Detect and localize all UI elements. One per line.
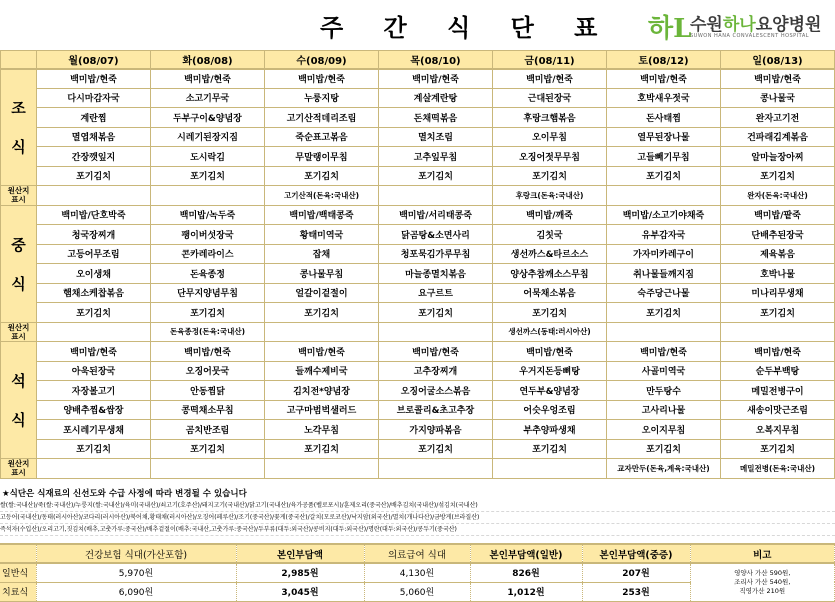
menu-item: 계란찜 xyxy=(37,108,151,128)
medical-aid-cost: 5,060원 xyxy=(364,582,470,601)
menu-row xyxy=(1,225,835,245)
menu-item: 포기김치 xyxy=(37,439,151,459)
menu-row xyxy=(1,88,835,108)
day-header: 월(08/07) xyxy=(37,51,151,69)
menu-item: 양상추참깨소스무침 xyxy=(493,264,607,284)
self-pay-general: 1,012원 xyxy=(470,582,582,601)
menu-item: 포기김치 xyxy=(37,303,151,323)
menu-item: 고들빼기무침 xyxy=(607,147,721,167)
cost-row-label: 치료식 xyxy=(0,582,36,601)
menu-item: 포기김치 xyxy=(721,439,835,459)
menu-row xyxy=(1,283,835,303)
menu-item: 백미밥/현죽 xyxy=(493,342,607,362)
menu-item: 순두부백탕 xyxy=(721,361,835,381)
menu-item: 콘카레라이스 xyxy=(151,244,265,264)
menu-item: 메밀전병구이 xyxy=(721,381,835,401)
day-header: 일(08/13) xyxy=(721,51,835,69)
day-header: 토(08/12) xyxy=(607,51,721,69)
origin-note-line: 고등어(국내산)/동태(러시아산)/코다리(러시아산)/북어채,황태채(러시아산)/오징어(페루산)/조기(중국산)/꽃게(중국산)/갈치(모로코산)/낙지암(외국산)/멸치(개나다산)/금방게(브라질산) xyxy=(0,512,835,524)
menu-item: 잡채 xyxy=(265,244,379,264)
menu-item: 미나리무생채 xyxy=(721,283,835,303)
menu-item: 포시레기무생채 xyxy=(37,420,151,440)
menu-item: 가자미카레구이 xyxy=(607,244,721,264)
menu-item: 포기김치 xyxy=(493,439,607,459)
origin-info xyxy=(151,186,265,206)
self-pay-severe: 207원 xyxy=(582,563,690,582)
menu-item: 아욱된장국 xyxy=(37,361,151,381)
cost-row-label: 일반식 xyxy=(0,563,36,582)
origin-info xyxy=(379,186,493,206)
menu-item: 고구마범벅샐러드 xyxy=(265,400,379,420)
menu-item: 포기김치 xyxy=(151,303,265,323)
menu-row xyxy=(1,303,835,323)
cost-header: 본인부담액(일반) xyxy=(470,544,582,563)
menu-item: 얼갈이겉절이 xyxy=(265,283,379,303)
menu-row xyxy=(1,400,835,420)
self-pay-general: 826원 xyxy=(470,563,582,582)
origin-info xyxy=(37,322,151,342)
menu-item: 근대된장국 xyxy=(493,88,607,108)
menu-item: 요구르트 xyxy=(379,283,493,303)
page-title: 주 간 식 단 표 xyxy=(320,14,614,42)
menu-item: 백미밥/현죽 xyxy=(721,69,835,89)
notice-text: ★식단은 식재료의 신선도와 수급 사정에 따라 변경될 수 있습니다 xyxy=(2,489,247,499)
menu-item: 백미밥/녹두죽 xyxy=(151,205,265,225)
origin-info xyxy=(379,459,493,479)
menu-item: 백미밥/현죽 xyxy=(37,342,151,362)
menu-item: 완자고기전 xyxy=(721,108,835,128)
menu-item: 건파래김계볶음 xyxy=(721,127,835,147)
origin-info: 완자(돈육:국내산) xyxy=(721,186,835,206)
menu-item: 포기김치 xyxy=(607,303,721,323)
menu-row xyxy=(1,108,835,128)
menu-item: 백미밥/현죽 xyxy=(265,342,379,362)
origin-label: 원산지 표시 xyxy=(1,322,37,342)
origin-row xyxy=(1,459,835,479)
menu-row xyxy=(1,127,835,147)
menu-item: 백미밥/깨죽 xyxy=(493,205,607,225)
cost-header: 의료급여 식대 xyxy=(364,544,470,563)
menu-item: 숙주당근나물 xyxy=(607,283,721,303)
origin-info xyxy=(493,459,607,479)
menu-item: 들깨수제비국 xyxy=(265,361,379,381)
menu-item: 곰치반조림 xyxy=(151,420,265,440)
origin-note-line: 쌀(쌀:국내산)/죽(쌀:국내산)/누룽지(쌀:국내산)/육미(국내산)/쇠고기(호주산)/돼지고기(국내산)/닭고기(국내산)/육가공품(벨로포시)/훈제오리(중국산)/배추김치(국내산)/섞김치(국내산) xyxy=(0,500,835,512)
origin-info: 고기산적(돈육:국내산) xyxy=(265,186,379,206)
origin-row xyxy=(1,322,835,342)
meal-cost-table xyxy=(0,543,835,602)
menu-item: 포기김치 xyxy=(151,166,265,186)
menu-item: 단무지양념무침 xyxy=(151,283,265,303)
menu-item: 소고기무국 xyxy=(151,88,265,108)
menu-item: 포기김치 xyxy=(721,166,835,186)
origin-info xyxy=(37,459,151,479)
menu-item: 제육볶음 xyxy=(721,244,835,264)
menu-row xyxy=(1,166,835,186)
cost-header xyxy=(0,544,36,563)
remark-cell xyxy=(690,563,835,601)
menu-item: 고기산적데리조림 xyxy=(265,108,379,128)
menu-item: 가지양파볶음 xyxy=(379,420,493,440)
menu-item: 포기김치 xyxy=(151,439,265,459)
insurance-cost: 5,970원 xyxy=(36,563,236,582)
menu-row xyxy=(1,205,835,225)
menu-item: 마늘종멸치볶음 xyxy=(379,264,493,284)
menu-item: 포기김치 xyxy=(721,303,835,323)
menu-item: 백미밥/현죽 xyxy=(265,69,379,89)
menu-item: 김칫국 xyxy=(493,225,607,245)
menu-row xyxy=(1,361,835,381)
menu-item: 포기김치 xyxy=(265,303,379,323)
cost-header-row xyxy=(0,544,835,563)
menu-item: 연두부&양념장 xyxy=(493,381,607,401)
medical-aid-cost: 4,130원 xyxy=(364,563,470,582)
corner-cell xyxy=(1,51,37,69)
menu-item: 간장깻잎지 xyxy=(37,147,151,167)
day-header: 금(08/11) xyxy=(493,51,607,69)
menu-row xyxy=(1,439,835,459)
self-pay-severe: 253원 xyxy=(582,582,690,601)
self-pay: 3,045원 xyxy=(236,582,364,601)
origin-info: 교자만두(돈육,계육:국내산) xyxy=(607,459,721,479)
menu-item: 백미밥/서리태콩죽 xyxy=(379,205,493,225)
menu-item: 돈채떡볶음 xyxy=(379,108,493,128)
menu-item: 후랑크햄볶음 xyxy=(493,108,607,128)
menu-item: 포기김치 xyxy=(379,439,493,459)
cost-row-general xyxy=(0,563,835,582)
menu-item: 노각무침 xyxy=(265,420,379,440)
menu-item: 청포묵김가루무침 xyxy=(379,244,493,264)
meal-label: 조 식 xyxy=(1,69,37,186)
origin-info xyxy=(607,186,721,206)
menu-row xyxy=(1,381,835,401)
menu-item: 어묵채소볶음 xyxy=(493,283,607,303)
menu-item: 백미밥/현죽 xyxy=(721,342,835,362)
menu-item: 어슷우엉조림 xyxy=(493,400,607,420)
cost-header: 본인부담액 xyxy=(236,544,364,563)
menu-item: 만두탕수 xyxy=(607,381,721,401)
logo-subtitle: SUWON HANA CONVALESCENT HOSPITAL xyxy=(690,33,810,39)
menu-item: 돈육종정 xyxy=(151,264,265,284)
menu-item: 백미밥/현죽 xyxy=(151,69,265,89)
menu-item: 호박새우젓국 xyxy=(607,88,721,108)
menu-item: 돈사태찜 xyxy=(607,108,721,128)
menu-item: 백미밥/팥죽 xyxy=(721,205,835,225)
menu-item: 포기김치 xyxy=(37,166,151,186)
menu-item: 오이지무침 xyxy=(607,420,721,440)
menu-item: 백미밥/현죽 xyxy=(607,342,721,362)
menu-item: 멸치조림 xyxy=(379,127,493,147)
origin-info: 돈육종정(돈육:국내산) xyxy=(151,322,265,342)
origin-label: 원산지 표시 xyxy=(1,186,37,206)
menu-item: 백미밥/현죽 xyxy=(379,342,493,362)
menu-item: 오징어뭇국 xyxy=(151,361,265,381)
logo-mark-icon: 하L xyxy=(648,14,692,44)
menu-item: 도시락김 xyxy=(151,147,265,167)
menu-item: 시레기된장지짐 xyxy=(151,127,265,147)
origin-note-line: 즉석자(수입산)/오리고기,짓김치(배추,고춧가루:중국산)/배추겉절이(배추:국내산,고춧가루:중국산)/두부류(대두:외국산)/콩비지(대두:외국산)/명란(대두:외국산)/콩두기(중국산) xyxy=(0,524,835,536)
menu-item: 황태미역국 xyxy=(265,225,379,245)
notes-section xyxy=(0,488,835,536)
origin-info xyxy=(265,459,379,479)
menu-item: 백미밥/백태콩죽 xyxy=(265,205,379,225)
menu-item: 단배추된장국 xyxy=(721,225,835,245)
origin-info xyxy=(151,459,265,479)
menu-item: 백미밥/현죽 xyxy=(37,69,151,89)
origin-info xyxy=(379,322,493,342)
menu-item: 청국장찌개 xyxy=(37,225,151,245)
menu-item: 부추양파생채 xyxy=(493,420,607,440)
meal-label: 석 식 xyxy=(1,342,37,459)
menu-item: 포기김치 xyxy=(265,439,379,459)
origin-info: 후랑크(돈육:국내산) xyxy=(493,186,607,206)
menu-item: 자장볼고기 xyxy=(37,381,151,401)
menu-item: 다시마감자국 xyxy=(37,88,151,108)
origin-info xyxy=(607,322,721,342)
menu-item: 햄채소케찹볶음 xyxy=(37,283,151,303)
menu-item: 고추잎무침 xyxy=(379,147,493,167)
menu-item: 김치전*양념장 xyxy=(265,381,379,401)
origin-info xyxy=(265,322,379,342)
menu-item: 포기김치 xyxy=(493,166,607,186)
menu-item: 오복지무침 xyxy=(721,420,835,440)
menu-item: 고사리나물 xyxy=(607,400,721,420)
menu-item: 브로콜리&초고추장 xyxy=(379,400,493,420)
menu-item: 알마늘장아찌 xyxy=(721,147,835,167)
menu-item: 사골미역국 xyxy=(607,361,721,381)
menu-row xyxy=(1,147,835,167)
menu-item: 백미밥/현죽 xyxy=(151,342,265,362)
origin-info: 메밀전병(돈육:국내산) xyxy=(721,459,835,479)
origin-info xyxy=(37,186,151,206)
menu-item: 포기김치 xyxy=(379,303,493,323)
menu-item: 백미밥/현죽 xyxy=(607,69,721,89)
menu-item: 포기김치 xyxy=(607,439,721,459)
menu-item: 백미밥/단호박죽 xyxy=(37,205,151,225)
cost-header: 건강보험 식대(가산포함) xyxy=(36,544,236,563)
menu-item: 포기김치 xyxy=(493,303,607,323)
menu-row xyxy=(1,342,835,362)
menu-item: 생선까스&타르소스 xyxy=(493,244,607,264)
origin-label: 원산지 표시 xyxy=(1,459,37,479)
menu-item: 오이무침 xyxy=(493,127,607,147)
self-pay: 2,985원 xyxy=(236,563,364,582)
menu-item: 열무된장나물 xyxy=(607,127,721,147)
menu-item: 닭곰탕&소면사리 xyxy=(379,225,493,245)
menu-item: 계살계란탕 xyxy=(379,88,493,108)
menu-item: 무말랭이무침 xyxy=(265,147,379,167)
menu-item: 팽이버섯장국 xyxy=(151,225,265,245)
menu-item: 취나물들깨지짐 xyxy=(607,264,721,284)
day-header: 수(08/09) xyxy=(265,51,379,69)
weekly-menu-table xyxy=(0,50,835,479)
menu-item: 양배추찜&쌈장 xyxy=(37,400,151,420)
menu-item: 오이생채 xyxy=(37,264,151,284)
menu-item: 멸엽채볶음 xyxy=(37,127,151,147)
header xyxy=(0,0,835,44)
menu-item: 포기김치 xyxy=(607,166,721,186)
menu-item: 오징어굴소스볶음 xyxy=(379,381,493,401)
origin-info xyxy=(721,322,835,342)
menu-item: 콩떡채소무침 xyxy=(151,400,265,420)
menu-item: 백미밥/현죽 xyxy=(493,69,607,89)
menu-item: 포기김치 xyxy=(265,166,379,186)
remark-line: 조리사 가산 540원, xyxy=(734,577,791,586)
day-header-row xyxy=(1,51,835,69)
menu-item: 호박나물 xyxy=(721,264,835,284)
cost-header: 비고 xyxy=(690,544,835,563)
menu-row xyxy=(1,264,835,284)
menu-item: 콩나물국 xyxy=(721,88,835,108)
remark-line: 영양사 가산 590원, xyxy=(734,568,791,577)
menu-item: 새송이맛근조림 xyxy=(721,400,835,420)
menu-item: 콩나물무침 xyxy=(265,264,379,284)
menu-item: 고추장찌개 xyxy=(379,361,493,381)
menu-row xyxy=(1,420,835,440)
origin-row xyxy=(1,186,835,206)
remark-line: 직영가산 210원 xyxy=(739,586,786,595)
day-header: 목(08/10) xyxy=(379,51,493,69)
meal-label: 중 식 xyxy=(1,205,37,322)
menu-item: 우거지돈등뼈탕 xyxy=(493,361,607,381)
menu-row xyxy=(1,69,835,89)
hospital-logo xyxy=(648,6,835,42)
origin-info: 생선까스(동태:러시아산) xyxy=(493,322,607,342)
day-header: 화(08/08) xyxy=(151,51,265,69)
menu-row xyxy=(1,244,835,264)
menu-item: 유부감자국 xyxy=(607,225,721,245)
menu-item: 백미밥/현죽 xyxy=(379,69,493,89)
menu-item: 누룽지탕 xyxy=(265,88,379,108)
menu-item: 죽순표고볶음 xyxy=(265,127,379,147)
menu-item: 오징어젓무무침 xyxy=(493,147,607,167)
menu-item: 안동찜닭 xyxy=(151,381,265,401)
insurance-cost: 6,090원 xyxy=(36,582,236,601)
menu-item: 두부구이&양념장 xyxy=(151,108,265,128)
cost-header: 본인부담액(중증) xyxy=(582,544,690,563)
menu-item: 포기김치 xyxy=(379,166,493,186)
menu-item: 고등어무조림 xyxy=(37,244,151,264)
logo-name: 수원하나요양병원 xyxy=(690,15,822,35)
menu-item: 백미밥/소고기야채죽 xyxy=(607,205,721,225)
